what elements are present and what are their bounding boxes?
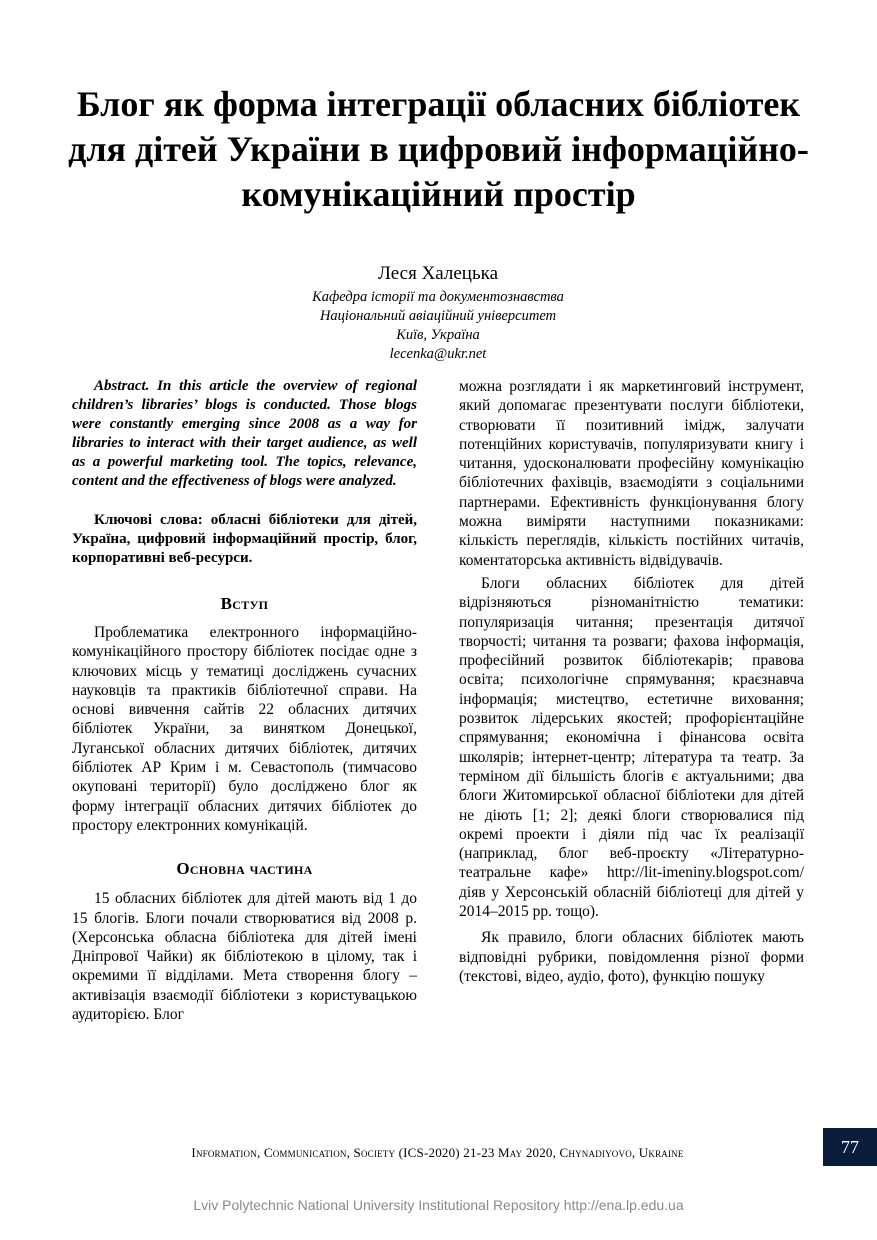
paper-title: Блог як форма інтеграції обласних бібліотек для дітей України в цифровий інформаційно-комунікаційний простір (68, 84, 809, 214)
right-column (459, 377, 804, 986)
author-city: Київ, Україна (396, 327, 480, 343)
author-university: Національний авіаційний університет (319, 308, 557, 324)
author-name: Леся Халецька (377, 263, 499, 284)
conference-footer: Information, Communication, Society (ICS-2020) 21-23 May 2020, Chynadiyovo, Ukraine (191, 1145, 684, 1160)
keywords: Ключові слова: обласні бібліотеки для дітей, Україна, цифровий інформаційний простір, блог, корпоративні веб-ресурси. (72, 512, 417, 566)
abstract: Abstract. In this article the overview of regional children’s libraries’ blogs is conducted. Those blogs were constantly emerging since 2008 as a way for libraries to interact with their target audience, as well as a powerful marketing tool. The topics, relevance, content and the effectiveness of blogs were analyzed. (72, 378, 417, 489)
author-department: Кафедра історії та документознавства (312, 289, 564, 305)
intro-paragraph: Проблематика електронного інформаційно-комунікаційного простору бібліотек посідає одне з ключових місць у тематиці досліджень сучасних науковців та практиків бібліотечної справи. На основі вивчення сайтів 22 обласних дитячих бібліотек України, за винятком Донецької, Луганської обласних дитячих бібліотек, дитячих бібліотек АР Крим і м. Севастополь (тимчасово окуповані території) було досліджено блог як форму інтеграції обласних дитячих бібліотек до простору електронних комунікацій. (72, 624, 417, 834)
right-paragraph-2: Блоги обласних бібліотек для дітей відрізняються різноманітністю тематики: популяризація читання; презентація дитячої творчості; читання та розваги; фахова інформація, професійний розвиток бібліотекарів; правова освіта; психологічне спрямування; краєзнавча інформація; мистецтво, естетичне виховання; розвиток лідерських якостей; профорієнтаційне спрямування; економічна і фінансова освіта школярів; інтернет-центр; література та театр. За терміном дії більшість блогів є актуальними; два блоги Житомирської обласної бібліотеки для дітей не діють [1; 2]; деякі блоги створювалися під окремі проекти і діяли під час їх реалізації (наприклад, блог веб-проєкту «Літературно-театральне кафе» http://lit-imeniny.blogspot.com/ діяв у Херсонській обласній бібліотеці для дітей у 2014–2015 рр. тощо). (459, 574, 804, 921)
repository-watermark: Lviv Polytechnic National University Institutional Repository http://ena.lp.edu.ua (193, 1197, 684, 1213)
left-column (72, 377, 417, 1024)
author-block (138, 262, 738, 364)
main-heading: Основна частина (176, 859, 313, 879)
intro-heading: Вступ (220, 594, 269, 613)
right-paragraph-1: можна розглядати і як маркетинговий інструмент, який допомагає презентувати послуги бібліотеки, створювати її позитивний імідж, залучати потенційних користувачів, популяризувати книгу і читання, удосконалювати професійну комунікацію бібліотечних фахівців, взаємодіяти з соціальними партнерами. Ефективність функціонування блогу можна виміряти наступними показниками: кількість переглядів, кількість постійних читачів, коментаторська активність відвідувачів. (459, 378, 804, 569)
page-number: 77 (823, 1128, 877, 1166)
main-paragraph: 15 обласних бібліотек для дітей мають від 1 до 15 блогів. Блоги почали створюватися від 2008 р. (Херсонська обласна бібліотека для дітей імені Дніпрової Чайки) як бібліотекою в цілому, так і окремими її відділами. Мета створення блогу – активізація взаємодії бібліотеки з користувацькою аудиторією. Блог (72, 890, 417, 1024)
right-paragraph-3: Як правило, блоги обласних бібліотек мають відповідні рубрики, повідомлення різної форми (текстові, відео, аудіо, фото), функцію пошуку (459, 929, 804, 985)
author-email: lecenka@ukr.net (389, 346, 487, 362)
